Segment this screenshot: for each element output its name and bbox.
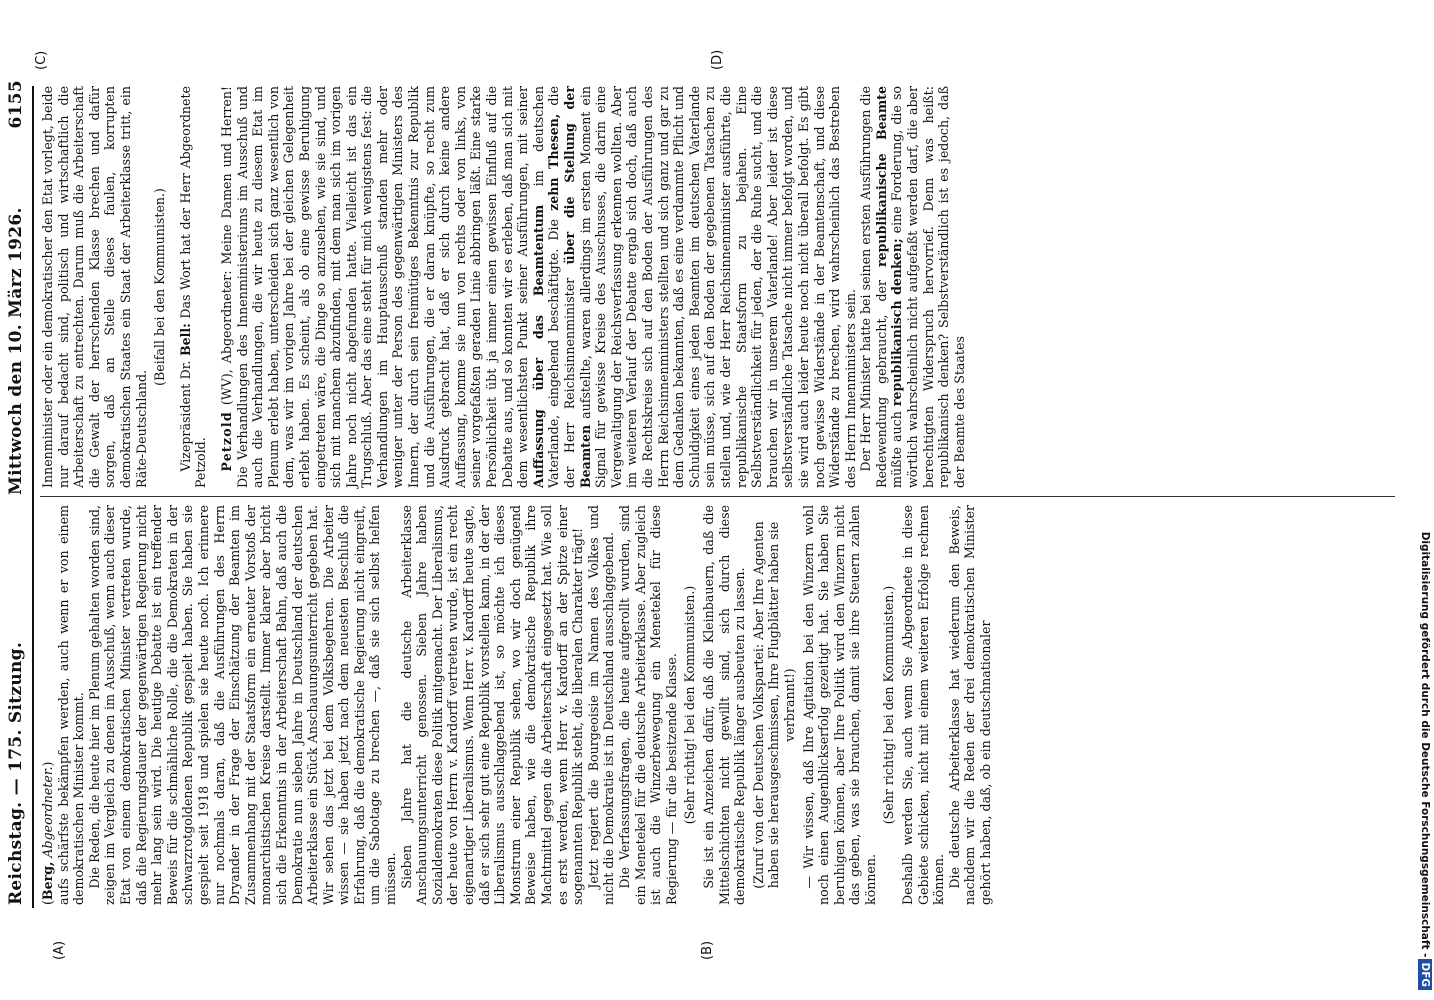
paragraph-text: eine Forderung, die so wörtlich wahrscheinlich nicht aufgefaßt werden darf, die aber berechtigten Widerspruch hervorrief. Denn was heißt: republikanisch denken? Selbstverständlich ist es jedoch, daß der Beamte des Staates (889, 86, 967, 488)
remark: (Beifall bei den Kommunisten.) (152, 188, 168, 386)
speaker-line (219, 86, 858, 488)
text-column-left (40, 505, 994, 905)
dfg-logo: DFG (1418, 959, 1432, 990)
speaker-role: (WV), Abgeordneter: Meine Damen und Herren! (218, 86, 234, 406)
paragraph-text: Der Herr Minister hatte bei seinen ersten Ausführungen die Redewendung gebraucht, der (858, 86, 889, 488)
paragraph: — Wir wissen, daß Ihre Agitation bei den Winzern wohl noch einen Augenblickserfolg gezeitigt hat. Sie haben Sie beruhigen können, aber Ihre Politik wird den Winzern nicht das geben, was sie brauchen, damit sie ihre Steuern zahlen können. (800, 505, 878, 905)
vp-text: Das Wort hat der Herr Abgeordnete Petzold. (177, 86, 209, 488)
page-number: 6155 (6, 80, 26, 129)
header-rule (32, 86, 34, 908)
paragraph-text: müßte auch (889, 411, 905, 488)
vp-label: Vizepräsident Dr. (177, 360, 193, 472)
paragraph: Sieben Jahre hat die deutsche Arbeiterklasse Anschauungsunterricht genossen. Sieben Jahre haben Sozialdemokraten diese Politik mitgemacht. Der Liberalismus, der heute von Herrn v. Kardorff vertreten wurde, ist ein recht eigenartiger Liberalismus. Wenn Herr v. Kardorff heute sagte, daß er sich sehr gut eine Republik vorstellen kann, in der der Liberalismus ausschlaggebend ist, so möchte ich dieses Monstrum einer Republik sehen, wo wir doch genügend Beweise haben, wie die demokratische Republik ihre Machtmittel gegen die Arbeiterschaft eingesetzt hat. Wie soll es erst werden, wenn Herr v. Kardorff an der Spitze einer sogenannten Republik steht, die liberalen Charakter trägt! (398, 505, 586, 905)
paragraph: Die Verfassungsfragen, die heute aufgerollt wurden, sind ein Menetekel für die deutsche Arbeiterklasse. Aber zugleich ist auch die Winzerbewegung ein Menetekel für diese Regierung — für die besitzende Klasse. (616, 505, 679, 905)
paragraph (858, 86, 967, 488)
digitization-footer (1418, 10, 1432, 990)
paragraph: Deshalb werden Sie, auch wenn Sie Abgeordnete in diese Gebiete schicken, nicht mit einem weiteren Erfolge rechnen können. (900, 505, 947, 905)
bold-phrase: über die Stellung der Beamten (562, 86, 593, 488)
footer-text-line (1418, 10, 1432, 990)
footer-text: Digitalisierung gefördert durch die Deutsche Forschungsgemeinschaft - (1419, 531, 1431, 958)
header-center: Mittwoch den 10. März 1926. (6, 207, 26, 495)
header-left: Reichstag. — 175. Sitzung. (6, 641, 26, 905)
column-divider (40, 496, 1395, 497)
bold-phrase: republikanisch denken; (889, 238, 905, 407)
vice-president-line (178, 86, 209, 488)
text-column-right (40, 86, 967, 488)
paragraph: Die Reden, die heute hier im Plenum gehalten worden sind, zeigen im Vergleich zu denen im Ausschuß, wenn auch dieser Etat von einem demokratischen Minister vertreten wurde, daß die Regierungsdauer der gegenwärtigen Regierung nicht mehr lang sein wird. Die heutige Debatte ist ein treffender Beweis für die schmähliche Rolle, die die Demokraten in der schwarzrotgoldenen Republik gespielt haben. Sie haben sie gespielt seit 1918 und spielen sie heute noch. Ich erinnere nur nochmals daran, daß die Ausführungen des Herrn Dryander in der Frage der Einschätzung der Beamten im Zusammenhang mit der Staatsform ein erneuter Vorstoß der monarchistischen Kreise darstellt. Immer klarer aber bricht sich die Erkenntnis in der Arbeiterschaft Bahn, daß auch die Demokratie nun sieben Jahre in Deutschland der deutschen Arbeiterklasse ein Stück Anschauungsunterricht gegeben hat. Wir sehen das jetzt bei dem Volksbegehren. Die Arbeiter wissen — sie haben jetzt nach dem neuesten Beschluß die Erfahrung, daß die demokratische Regierung nicht eingreift, um die Sabotage zu brechen —, daß sie sich selbst helfen müssen. (86, 505, 399, 905)
bold-phrase: Auffassung über das Beamtentum (530, 204, 546, 488)
paragraph: Jetzt regiert die Bourgeoisie im Namen des Volkes und nicht die Demokratie ist in Deutschland ausschlaggebend. (585, 505, 617, 905)
bold-phrase: zehn Thesen, (546, 113, 562, 211)
speaker-role: Abgeordneter. (40, 766, 55, 858)
speaker-name: Petzold (218, 411, 234, 472)
paragraph: Sie ist ein Anzeichen dafür, daß die Kleinbauern, daß die Mittelschichten nicht gewillt sind, sich durch diese demokratische Republik länger ausbeuten zu lassen. (700, 505, 748, 905)
remark: (Sehr richtig! bei den Kommunisten.) (682, 585, 698, 825)
speaker-name: Berg, (40, 861, 55, 901)
interjection: (Zuruf von der Deutschen Volkspartei: Aber Ihre Agenten haben sie herausgeschmissen, Ihre Flugblätter haben sie verbrannt!) (750, 521, 797, 889)
margin-letter-a: (A) (52, 940, 67, 960)
speaker-line: (Berg, Abgeordneter.) (40, 761, 55, 905)
paragraph: aufs schärfste bekämpfen werden, auch wenn er von einem demokratischen Minister kommt. (55, 505, 87, 905)
vp-name: Bell: (177, 323, 193, 357)
remark: (Sehr richtig! bei den Kommunisten.) (881, 585, 897, 825)
paragraph: Innenminister oder ein demokratischer den Etat vorlegt, beide nur darauf bedacht sind, politisch und wirtschaftlich die Arbeiterschaft zu entrechten. Darum muß die Arbeiterschaft die Gewalt der herrschenden Klasse brechen und dafür sorgen, daß an Stelle dieses faulen, korrupten demokratischen Staates ein Staat der Arbeiterklasse tritt, ein Räte-Deutschland. (40, 86, 149, 488)
margin-letter-c: (C) (34, 50, 49, 70)
paragraph-text: aufstellte, waren allerdings im ersten Moment ein Signal für gewisse Kreise des Ausschusses, die darin eine Vergewaltigung der Reichsverfassung erkennen wollten. Aber im weiteren Verlauf der Debatte ergab sich doch, daß auch die Rechtskreise sich auf den Boden der Ausführungen des Herrn Reichsinnenministers stellten und sich ganz und gar zu dem Gedanken bekannten, daß es eine verdammte Pflicht und Schuldigkeit eines jeden Beamten im deutschen Vaterlande sein müsse, sich auf den Boden der gegebenen Tatsachen zu stellen und, wie der Herr Reichsinnenminister ausführte, die republikanische Staatsform zu bejahen. Eine Selbstverständlichkeit für jeden, der die Ruhe sucht, und die brauchen wir in unserem Vaterlande! Aber leider ist diese selbstverständliche Tatsache nicht immer befolgt worden, und sie wird auch leider heute noch nicht überall befolgt. Es gibt noch gewisse Widerstände in der Beamtenschaft, und diese Widerstände zu brechen, wird wahrscheinlich das Bestreben des Herrn Innenministers sein. (577, 86, 858, 488)
paragraph-text: Die Verhandlungen des Innenministeriums im Ausschuß und auch die Verhandlungen, die wir heute zu diesem Etat im Plenum erlebt haben, unterscheiden sich ganz wesentlich von dem, was wir im vorigen Jahre bei der gleichen Gelegenheit erlebt haben. Es scheint, als ob eine gewisse Beruhigung eingetreten wäre, die Dinge so anzusehen, wie sie sind, und sich mit manchem abzufinden, mit dem man sich im vorigen Jahre noch nicht abgefunden hatte. Vielleicht ist das ein Trugschluß. Aber das eine steht für mich wenigstens fest: die Verhandlungen im Hauptausschuß standen mehr oder weniger unter der Person des gegenwärtigen Ministers des Innern, der durch sein freimütiges Bekenntnis zur Republik und die Ausführungen, die er daran knüpfte, so recht zum Ausdruck gebracht hat, daß er sich durch keine andere Auffassung, komme sie nun von rechts oder von links, von seiner vorgefaßten geraden Linie abbringen läßt. Eine starke Persönlichkeit übt ja immer einen gewissen Einfluß auf die Debatte aus, und so konnten wir es erleben, daß man sich mit dem wesentlichsten Punkt seiner Ausführungen, mit seiner (234, 86, 531, 488)
paragraph-text: im deutschen Vaterlande, eingehend beschäftigte. Die (530, 86, 562, 488)
paragraph: Die deutsche Arbeiterklasse hat wiederum den Beweis, nachdem wir die Reden der drei demokratischen Minister gehört haben, daß, ob ein deutschnationaler (946, 505, 994, 905)
bold-phrase: republikanische Beamte (873, 86, 889, 268)
paragraph-text: die der Herr Reichsinnenminister (546, 86, 577, 488)
margin-letter-b: (B) (700, 940, 715, 960)
margin-letter-d: (D) (710, 49, 725, 70)
